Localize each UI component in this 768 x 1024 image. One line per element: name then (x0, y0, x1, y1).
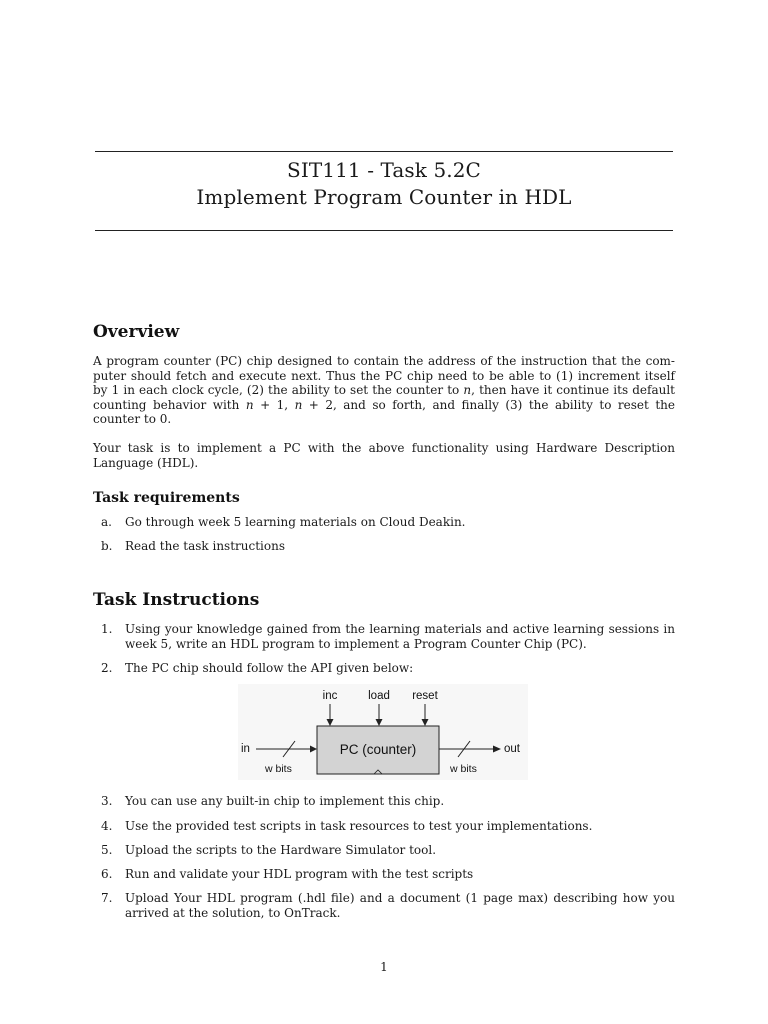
in-bus-width-label: w bits (265, 763, 292, 775)
list-marker: 7. (101, 891, 113, 905)
title-task-name: Implement Program Counter in HDL (196, 185, 572, 209)
list-marker: 5. (101, 843, 113, 857)
list-marker: 1. (101, 622, 113, 636)
overview-text-1b: , then have it continue its default counting behavior with (93, 383, 676, 412)
list-item-text: Upload Your HDL program (.hdl file) and a document (1 page max) describing how you arrived at the solution, to OnTrack. (125, 891, 675, 920)
input-in-label: in (241, 743, 250, 755)
title-course-task: SIT111 - Task 5.2C (287, 158, 481, 182)
overview-text-1d: + 2, and so forth, and finally (3) the ability to reset the counter to 0. (93, 397, 675, 427)
list-item-text: Go through week 5 learning materials on Cloud Deakin. (125, 515, 466, 529)
list-item-text: The PC chip should follow the API given below: (125, 661, 414, 675)
instructions-section (93, 590, 675, 610)
title-top-rule (95, 151, 673, 152)
input-inc-label: inc (322, 690, 338, 702)
overview-text-1a: A program counter (PC) chip designed to contain the address of the instruction that the com- puter should fetch and execute next. Thus the PC chip need to be able to (1) increment itself by 1 in each clock cycle, (2) the ability to set the counter to (93, 354, 675, 398)
list-item-text: Use the provided test scripts in task resources to test your implementations. (125, 819, 593, 833)
out-bus-width-label: w bits (450, 763, 477, 775)
list-item-text: Read the task instructions (125, 539, 285, 553)
overview-paragraph-1 (93, 354, 675, 427)
overview-paragraph-2 (93, 441, 675, 470)
math-n: n (463, 383, 472, 398)
input-reset-label: reset (412, 690, 438, 702)
overview-text-2: Your task is to implement a PC with the above functionality using Hardware Description Language (HDL). (93, 441, 675, 470)
overview-section (93, 322, 675, 342)
chip-label: PC (counter) (339, 742, 417, 757)
list-marker: 3. (101, 794, 113, 808)
overview-text-1c: + 1, (253, 397, 295, 412)
list-item-text: Upload the scripts to the Hardware Simulator tool. (125, 843, 437, 857)
overview-heading: Overview (93, 322, 180, 342)
output-out-label: out (504, 743, 520, 755)
list-item-text: Run and validate your HDL program with the test scripts (125, 867, 474, 881)
title-bottom-rule (95, 230, 673, 231)
requirements-section (93, 489, 675, 507)
page-number: 1 (380, 960, 388, 974)
input-load-label: load (368, 690, 390, 702)
list-item-text: You can use any built-in chip to implement this chip. (125, 794, 445, 808)
list-marker: 2. (101, 661, 113, 675)
list-item-text: Using your knowledge gained from the learning materials and active learning sessions in week 5, write an HDL program to implement a Program Counter Chip (PC). (125, 622, 675, 651)
instructions-heading: Task Instructions (93, 590, 260, 610)
list-marker: a. (101, 515, 112, 529)
list-marker: 4. (101, 819, 113, 833)
title-block (95, 157, 673, 211)
requirements-heading: Task requirements (93, 490, 240, 506)
math-n: n (245, 397, 254, 412)
math-n: n (294, 397, 303, 412)
list-marker: 6. (101, 867, 113, 881)
pc-chip-diagram (238, 684, 528, 780)
list-marker: b. (101, 539, 113, 553)
overview-text-1 (93, 354, 675, 427)
